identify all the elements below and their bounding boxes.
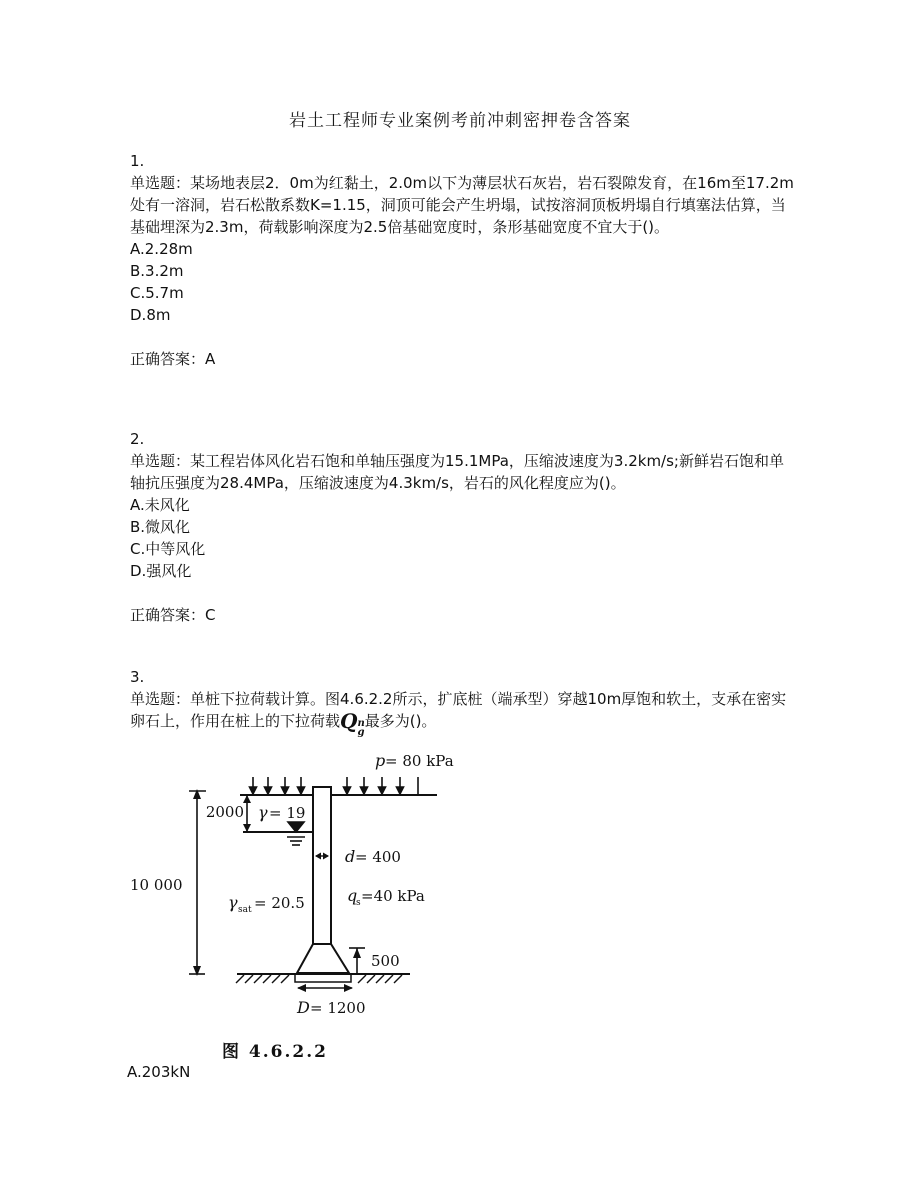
option-a: A.203kN	[127, 1063, 191, 1081]
pile-diameter-symbol: d	[345, 847, 356, 866]
option-b: B.微风化	[130, 518, 191, 536]
stem-text-before: 单选题：单桩下拉荷载计算。图4.6.2.2所示，扩底桩（端承型）穿越10m厚饱和软土，支承在密实卵石上，作用在桩上的下拉荷载	[130, 690, 787, 730]
surcharge-symbol: p	[375, 751, 386, 770]
formula-Qgn	[340, 711, 365, 737]
water-table-icon	[287, 822, 305, 845]
question-number: 1.	[130, 152, 145, 170]
dimension-2000	[206, 795, 251, 832]
question-stem	[130, 688, 796, 737]
question-3	[130, 666, 796, 737]
figure-caption: 图 4.6.2.2	[222, 1042, 328, 1062]
correct-answer: 正确答案：A	[130, 350, 216, 368]
correct-answer: 正确答案：C	[130, 606, 216, 624]
gamma-sat-value: = 20.5	[254, 894, 305, 912]
question-2	[130, 428, 796, 626]
gamma-sat-symbol: γ	[228, 893, 238, 912]
unit-weight-symbol: γ	[258, 803, 268, 822]
load-arrows	[250, 777, 419, 795]
question-number: 3.	[130, 668, 145, 686]
formula-sup: n	[357, 718, 365, 729]
dimension-500-label: 500	[371, 952, 400, 970]
pile-foundation-diagram	[120, 748, 470, 1040]
surcharge-value: = 80 kPa	[385, 752, 454, 770]
base-diameter-symbol: D	[297, 998, 310, 1017]
pile-enlarged-base	[297, 944, 349, 973]
page-title: 岩土工程师专业案例考前冲刺密押卷含答案	[289, 111, 631, 131]
option-d: D.8m	[130, 306, 171, 324]
option-d: D.强风化	[130, 562, 192, 580]
base-diameter-value: = 1200	[310, 999, 366, 1017]
dimension-10000-label: 10 000	[130, 876, 183, 894]
option-a: A.未风化	[130, 496, 190, 514]
dimension-500	[349, 948, 400, 974]
qs-value: =40 kPa	[361, 887, 425, 905]
formula-sub: g	[357, 727, 365, 738]
pile-diameter-value: = 400	[355, 848, 401, 866]
option-a: A.2.28m	[130, 240, 193, 258]
shaft-friction-label	[347, 886, 425, 908]
question-stem: 单选题：某工程岩体风化岩石饱和单轴压强度为15.1MPa，压缩波速度为3.2km/s;新鲜岩石饱和单轴抗压强度为28.4MPa，压缩波速度为4.3km/s，岩石的风化程度应为()。	[130, 452, 784, 492]
option-b: B.3.2m	[130, 262, 184, 280]
base-slab	[295, 974, 351, 982]
option-c: C.中等风化	[130, 540, 206, 558]
dimension-D1200	[296, 984, 366, 1017]
question-stem: 单选题：某场地表层2．0m为红黏土，2.0m以下为薄层状石灰岩，岩石裂隙发育，在16m至17.2m处有一溶洞，岩石松散系数K=1.15，洞顶可能会产生坍塌，试按溶洞顶板坍塌自行填塞法估算，当基础埋深为2.3m，荷载影响深度为2.5倍基础宽度时，条形基础宽度不宜大于()。	[130, 174, 794, 236]
question-number: 2.	[130, 430, 145, 448]
saturated-unit-weight-label	[228, 893, 305, 915]
unit-weight-value: = 19	[269, 804, 306, 822]
question-1	[130, 150, 796, 370]
pile-shaft	[313, 787, 331, 944]
qs-subscript: s	[356, 898, 361, 908]
gamma-sat-subscript: sat	[238, 905, 252, 915]
stem-text-after: 最多为()。	[364, 712, 437, 730]
qs-symbol: q	[347, 886, 358, 905]
option-c: C.5.7m	[130, 284, 184, 302]
dimension-2000-label: 2000	[205, 803, 244, 821]
formula-base: Q	[340, 709, 358, 733]
dimension-10000	[130, 789, 206, 976]
